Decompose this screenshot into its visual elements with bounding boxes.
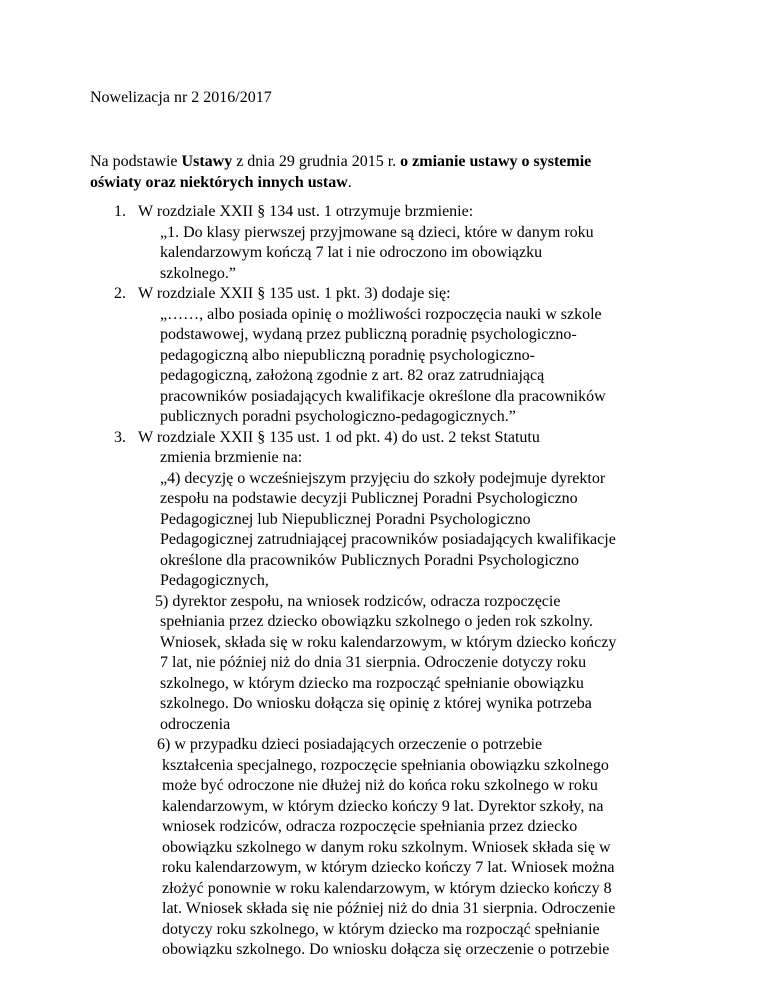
item-heading: W rozdziale XXII § 135 ust. 1 pkt. 3) dodaje się: [138, 285, 451, 302]
list-item [114, 284, 698, 428]
intro-bold-act: Ustawy [181, 153, 233, 170]
item-body [138, 305, 698, 428]
list-item [114, 202, 698, 284]
text-line: pedagogiczną, założoną zgodnie z art. 82 oraz zatrudniającą [160, 367, 545, 384]
text-line: pracowników posiadających kwalifikacje określone dla pracowników [160, 387, 606, 405]
text-line: wniosek rodziców, odracza rozpoczęcie spełniania przez dziecko [162, 818, 578, 835]
text-line: dotyczy roku szkolnego, w którym dziecko ma rozpocząć spełnianie [162, 920, 600, 938]
text-line: kalendarzowym kończą 7 lat i nie odroczono im obowiązku [160, 244, 543, 261]
subpoint-5-body [138, 612, 698, 735]
subpoint-6-body [138, 756, 698, 961]
subpoint-5 [138, 592, 698, 736]
item-heading: W rozdziale XXII § 135 ust. 1 od pkt. 4) do ust. 2 tekst Statutu [138, 428, 540, 446]
text-line: 7 lat, nie później niż do dnia 31 sierpnia. Odroczenie dotyczy roku [160, 654, 587, 671]
text-line: złożyć ponownie w roku kalendarzowym, w którym dziecko kończy 8 [162, 879, 612, 897]
text-line: Pedagogicznej lub Niepublicznej Poradni Psychologiczno [160, 510, 531, 528]
text-line: kalendarzowym, w którym dziecko kończy 9 lat. Dyrektor szkoły, na [162, 797, 604, 815]
intro-text-1: Na podstawie [90, 153, 182, 170]
intro-text-2: z dnia 29 grudnia 2015 r. [232, 153, 401, 170]
text-line: roku kalendarzowym, w którym dziecko kończy 7 lat. Wniosek można [162, 859, 615, 876]
text-line: Wniosek, składa się w roku kalendarzowym, w którym dziecko kończy [160, 633, 617, 651]
text-line: może być odroczone nie dłużej niż do końca roku szkolnego w roku [162, 777, 598, 794]
item-body [138, 223, 698, 285]
text-line: „1. Do klasy pierwszej przyjmowane są dzieci, które w danym roku [160, 223, 594, 241]
text-line: publicznych poradni psychologiczno-pedagogicznych.” [160, 408, 516, 425]
item-body [138, 448, 698, 592]
text-line: szkolnego, w którym dziecko ma rozpocząć spełnianie obowiązku [160, 674, 584, 692]
text-line: lat. Wniosek składa się nie później niż do dnia 31 sierpnia. Odroczenie [162, 900, 616, 917]
text-line: zespołu na podstawie decyzji Publicznej Poradni Psychologiczno [160, 490, 578, 507]
item-heading: W rozdziale XXII § 134 ust. 1 otrzymuje brzmienie: [138, 203, 474, 220]
text-line: „4) decyzję o wcześniejszym przyjęciu do szkoły podejmuje dyrektor [160, 469, 606, 487]
text-line: obowiązku szkolnego. Do wniosku dołącza się orzeczenie o potrzebie [162, 941, 610, 958]
text-line: szkolnego. Do wniosku dołącza się opinię z której wynika potrzeba [160, 695, 592, 712]
intro-text-3: . [347, 173, 352, 191]
text-line: zmienia brzmienie na: [160, 449, 303, 466]
text-line: szkolnego.” [160, 264, 236, 282]
text-line: spełniania przez dziecko obowiązku szkolnego o jeden rok szkolny. [160, 613, 594, 630]
subpoint-6-first-line: 6) w przypadku dzieci posiadających orzeczenie o potrzebie [157, 736, 543, 753]
text-line: podstawowej, wydaną przez publiczną poradnię psychologiczno- [160, 326, 577, 343]
intro-paragraph [90, 152, 690, 193]
item-number: 2. [114, 285, 126, 302]
text-line: kształcenia specjalnego, rozpoczęcie spełniania obowiązku szkolnego [162, 756, 609, 774]
text-line: „……, albo posiada opinię o możliwości rozpoczęcia nauki w szkole [160, 305, 602, 323]
document-title: Nowelizacja nr 2 2016/2017 [90, 89, 272, 106]
text-line: określone dla pracowników Publicznych Poradni Psychologiczno [160, 551, 580, 569]
text-line: Pedagogicznych, [160, 572, 269, 589]
text-line: odroczenia [160, 715, 231, 733]
list-item [114, 428, 698, 961]
text-line: obowiązku szkolnego w danym roku szkolnym. Wniosek składa się w [162, 838, 611, 856]
intro-bold-title-2: oświaty oraz niektórych innych ustaw [90, 173, 348, 191]
item-number: 3. [114, 428, 126, 446]
subpoint-6 [138, 735, 698, 961]
text-line: Pedagogicznej zatrudniającej pracowników posiadających kwalifikacje [160, 531, 616, 548]
text-line: pedagogiczną albo niepubliczną poradnię psychologiczno- [160, 346, 535, 364]
subpoint-5-first-line: 5) dyrektor zespołu, na wniosek rodziców, odracza rozpoczęcie [155, 592, 561, 610]
amendment-list [114, 202, 698, 961]
intro-bold-title-1: o zmianie ustawy o systemie [400, 153, 592, 170]
item-number: 1. [114, 203, 126, 220]
